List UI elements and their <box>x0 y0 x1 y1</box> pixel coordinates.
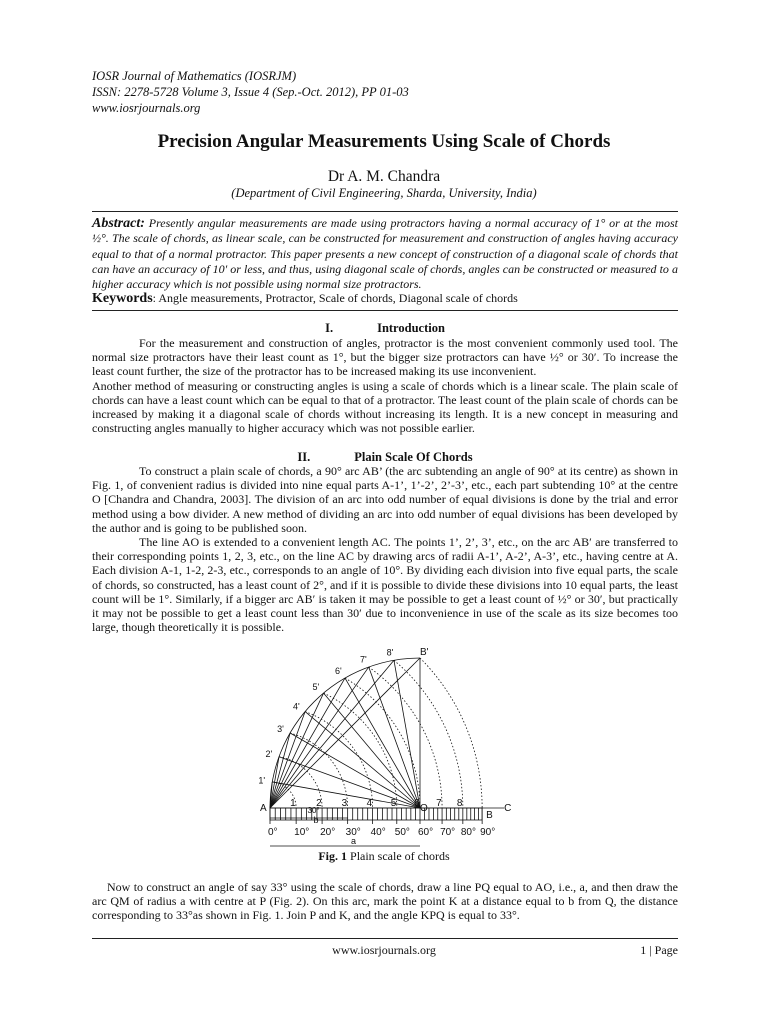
label-arc-point: 8' <box>386 647 394 658</box>
author-name: Dr A. M. Chandra <box>327 168 441 185</box>
paragraph: Now to construct an angle of say 33° using the scale of chords, draw a line PQ equal to AO, i.e., a, and then draw the arc QM of radius a with centre at P (Fig. 2). On this arc, mark the point K at a distance equal to b from Q, the distance corresponding to 33°as shown in Fig. 1. Join P and K, and the angle KPQ is equal to 33°. <box>92 880 678 923</box>
label-degree: 60° <box>418 827 434 838</box>
journal-url[interactable]: www.iosrjournals.org <box>92 101 201 115</box>
label-scale-number: 6 <box>414 798 420 809</box>
label-arc-point: 4' <box>292 701 300 712</box>
label-scale-number: 3 <box>341 798 348 809</box>
journal-name: IOSR Journal of Mathematics (IOSRJM) <box>92 69 297 83</box>
label-arc-point: 5' <box>312 681 320 692</box>
label-arc-point: 2' <box>265 748 273 759</box>
label-arc-point: 3' <box>277 724 284 734</box>
paragraph: To construct a plain scale of chords, a 90° arc AB’ (the arc subtending an angle of 90° at its centre) as shown in Fig. 1, of convenient radius is divided into nine equal parts A-1’, 1’-2’, 2’-3’, etc., each part subtending 10° at the centre O [Chandra and Chandra, 2003]. The division of an arc into odd number of equal divisions is done by the trial and error method using a bow divider. A new method of dividing an arc into odd number of equal divisions has been developed by the author and is going to be published soon. <box>92 464 678 535</box>
label-B: B <box>486 810 493 821</box>
keywords-label: Keywords <box>92 291 153 306</box>
transfer-arc <box>290 733 348 808</box>
label-arc-point: 6' <box>335 666 342 677</box>
label-degree: 70° <box>440 827 456 838</box>
transfer-arc <box>324 693 397 808</box>
label-degree: 10° <box>294 827 310 838</box>
section-number: I. <box>325 321 334 335</box>
label-arc-point: 7' <box>359 654 367 665</box>
label-scale-number: 4 <box>366 798 373 809</box>
figure-caption <box>0 849 768 864</box>
chord-line <box>270 667 369 808</box>
label-scale-number: 7 <box>436 798 442 809</box>
label-degree: 0° <box>268 827 278 838</box>
after-figure-body <box>92 880 678 923</box>
label-scale-number: 2 <box>316 798 322 809</box>
chord-line <box>270 660 394 808</box>
footer-url[interactable]: www.iosrjournals.org <box>332 943 436 957</box>
page-number: 1 | Page <box>640 943 678 957</box>
section-number: II. <box>297 450 311 464</box>
chord-line <box>270 712 305 808</box>
label-B-prime: B' <box>420 647 429 658</box>
figure-caption-text: Plain scale of chords <box>347 849 450 863</box>
paper-title: Precision Angular Measurements Using Scale of Chords <box>157 131 611 152</box>
label-scale-number: 8 <box>456 798 463 809</box>
section-title: Plain Scale Of Chords <box>354 450 473 464</box>
transfer-arc <box>394 660 463 808</box>
label-degree: 80° <box>460 827 476 838</box>
paragraph: The line AO is extended to a convenient length AC. The points 1’, 2’, 3’, etc., on the arc AB′ are transferred to their corresponding points 1, 2, 3, etc., on the line AC by drawing arcs of radii A-1’, A-2’, A-3’, etc., having centre at A. Each division A-1, 1-2, 2-3, etc., corresponds to an angle of 10°. By dividing each division into five equal parts, the scale of chords, so constructed, has a least count of 2°, and if it is possible to divide these divisions into 10 equal parts, the least count will be 1°. Similarly, if a bigger arc AB′ is taken it may be possible to get a least count of ½° or 30′, but practically it may not be possible to get a least count less than 30′ due to inconvenience in use of the scale as its size becomes too large, though theoretically it is possible. <box>92 535 678 635</box>
abstract-label: Abstract: <box>92 216 145 231</box>
journal-issn: ISSN: 2278-5728 Volume 3, Issue 4 (Sep.-Oct. 2012), PP 01-03 <box>92 85 409 99</box>
label-O: O <box>420 803 428 814</box>
keywords-text: : Angle measurements, Protractor, Scale of chords, Diagonal scale of chords <box>152 291 518 305</box>
chord-line <box>270 658 420 808</box>
label-b: b <box>313 815 319 825</box>
footer-rule <box>92 938 678 939</box>
label-C: C <box>504 803 512 814</box>
abstract-text: Presently angular measurements are made using protractors having a normal accuracy of 1° or at the most ½°. The scale of chords, as linear scale, can be constructed for measurement and construction of angles having accuracy equal to that of a normal protractor. This paper presents a new concept of construction of a diagonal scale of chords that can have an accuracy of 10′ or less, and thus, using diagonal scale of chords, angles can be constructed or measured to a higher accuracy which is not possible using normal size protractors. <box>92 216 678 292</box>
label-angle: 30° <box>307 806 320 815</box>
transfer-arc <box>420 658 482 808</box>
section-title: Introduction <box>377 321 445 335</box>
label-arc-point: 1' <box>258 775 266 786</box>
label-scale-number: 1 <box>290 798 296 809</box>
paragraph: For the measurement and construction of angles, protractor is the most convenient commonly used tool. The normal size protractors have their least count as 1°, but the bigger size protractors can have ½° or 30′. To increase the least count further, the size of the protractor has to be increased making its use inconvenient. <box>92 336 678 379</box>
paragraph: Another method of measuring or constructing angles is using a scale of chords which is a linear scale. The plain scale of chords can have a least count which can be equal to that of a protractor. The least count of the plain scale of chords can be increased by making it a diagonal scale of chords without increasing its length. It is a new concept in measuring and constructing angles manually to higher accuracy which was not possible earlier. <box>92 378 678 436</box>
label-a: a <box>351 836 357 846</box>
label-degree: 50° <box>394 827 410 838</box>
author-affiliation: (Department of Civil Engineering, Sharda, University, India) <box>231 186 537 200</box>
label-degree: 90° <box>480 827 496 838</box>
label-degree: 30° <box>345 827 361 838</box>
figure-caption-label: Fig. 1 <box>318 849 348 863</box>
label-A: A <box>260 803 267 814</box>
label-degree: 40° <box>370 827 386 838</box>
label-degree: 20° <box>320 827 336 838</box>
label-scale-number: 5 <box>390 798 397 809</box>
